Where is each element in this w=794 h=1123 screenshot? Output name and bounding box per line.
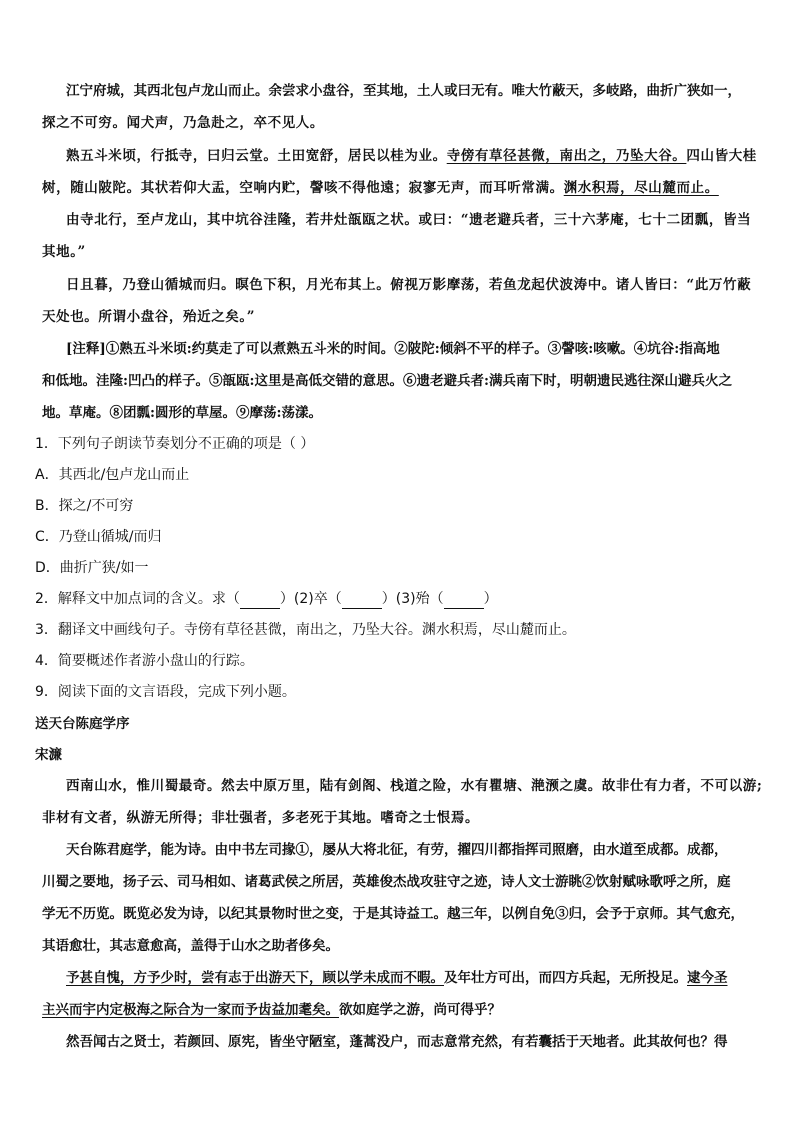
underlined-sentence-4: 主兴而宇内定极海之际合为一家而予齿益加耄矣。 bbox=[42, 1002, 339, 1018]
question-1: 1．下列句子朗读节奏划分不正确的项是（ ） bbox=[35, 436, 315, 452]
question-2-text: ） bbox=[483, 591, 498, 607]
passage1-p2-line1 bbox=[66, 147, 757, 165]
notes-line2: 和低地。洼隆:凹凸的样子。⑤瓿瓯:这里是高低交错的意思。⑥遗老避兵者:满兵南下时，明朝遗民逃往深山避兵火之 bbox=[42, 373, 732, 389]
passage1-p3-line1: 由寺北行，至卢龙山，其中坑谷洼隆，若井灶瓿瓯之状。或曰：“遗老避兵者，三十六茅庵，七十二团瓢，皆当 bbox=[66, 212, 752, 228]
question-2-text: ）(3)殆（ bbox=[381, 591, 444, 607]
passage2-author: 宋濂 bbox=[35, 747, 62, 763]
underlined-sentence-1: 寺傍有草径甚微，南出之，乃坠大谷。 bbox=[446, 148, 687, 164]
question-3: 3．翻译文中画线句子。寺傍有草径甚微，南出之，乃坠大谷。渊水积焉，尽山麓而止。 bbox=[35, 622, 576, 638]
passage1-p4-line1: 日且暮，乃登山循城而归。暝色下积，月光布其上。俯视万影摩荡，若鱼龙起伏波涛中。诸人皆曰：“此万竹蔽 bbox=[66, 277, 752, 293]
answer-blank bbox=[240, 590, 280, 609]
passage1-p1-line1: 江宁府城，其西北包卢龙山而止。余尝求小盘谷，至其地，土人或曰无有。唯大竹蔽天，多岐路，曲折广狭如一， bbox=[66, 83, 741, 99]
passage1-p2-text: 树，随山陂陀。其状若仰大盂，空响内贮，謦咳不得他遠；寂寥无声，而耳听常满。 bbox=[42, 180, 564, 196]
answer-blank bbox=[342, 590, 382, 609]
passage1-p2-line2 bbox=[42, 179, 719, 197]
passage2-p2-line4: 其语愈壮，其志意愈高，盖得于山水之助者侈矣。 bbox=[42, 938, 339, 954]
question-2 bbox=[35, 590, 498, 609]
passage1-p3-line2: 其地。” bbox=[42, 244, 86, 260]
option-b: B．探之/不可穷 bbox=[35, 498, 134, 514]
passage2-p1-line1: 西南山水，惟川蜀最奇。然去中原万里，陆有剑阁、栈道之险，水有瞿塘、滟滪之虞。故非仕有力者，不可以游; bbox=[66, 778, 763, 794]
underlined-sentence-2: 渊水积焉，尽山麓而止。 bbox=[563, 180, 719, 196]
option-d: D．曲折广狭/如一 bbox=[35, 560, 149, 576]
underlined-sentence-3: 予甚自愧，方予少时，尝有志于出游天下，顾以学未成而不暇。 bbox=[66, 970, 444, 986]
passage2-p3-line2 bbox=[42, 1001, 501, 1019]
option-a: A．其西北/包卢龙山而止 bbox=[35, 467, 190, 483]
underlined-sentence-4: 逮今圣 bbox=[687, 970, 728, 986]
question-2-text: 2．解释文中加点词的含义。求（ bbox=[35, 591, 240, 607]
passage1-p2-text: 四山皆大桂 bbox=[686, 148, 757, 164]
passage2-p2-line1: 天台陈君庭学，能为诗。由中书左司掾①，屡从大将北征，有劳，擢四川都指挥司照磨，由水道至成都。成都， bbox=[66, 842, 728, 858]
passage2-p3-text: 及年壮方可出，而四方兵起，无所投足。 bbox=[444, 970, 687, 986]
passage2-title: 送天台陈庭学序 bbox=[35, 716, 130, 732]
notes-line3: 地。草庵。⑧团瓢:圆形的草屋。⑨摩荡:荡漾。 bbox=[42, 405, 322, 421]
passage2-p2-line3: 学无不历览。既览必发为诗，以纪其景物时世之变，于是其诗益工。越三年，以例自免③归，会予于京师。其气愈充， bbox=[42, 906, 744, 922]
option-c: C．乃登山循城/而归 bbox=[35, 529, 162, 545]
notes-line1: [注释]①熟五斗米顷:约莫走了可以煮熟五斗米的时间。②陂陀:倾斜不平的样子。③謦咳:咳嗽。④坑谷:指高地 bbox=[66, 341, 720, 357]
question-4: 4．简要概述作者游小盘山的行踪。 bbox=[35, 653, 254, 669]
question-9: 9．阅读下面的文言语段，完成下列小题。 bbox=[35, 684, 296, 700]
passage1-p2-text: 熟五斗米顷，行抵寺，曰归云堂。土田宽舒，居民以桂为业。 bbox=[66, 148, 447, 164]
passage2-p2-line2: 川蜀之要地，扬子云、司马相如、诸葛武侯之所居，英雄俊杰战攻驻守之迹，诗人文士游眺②饮射赋咏歌呼之所，庭 bbox=[42, 874, 731, 890]
passage1-p1-line2: 探之不可穷。闻犬声，乃急赴之，卒不见人。 bbox=[42, 115, 324, 131]
passage2-p3-line1 bbox=[66, 969, 728, 987]
passage2-p3-text: 欲如庭学之游，尚可得乎？ bbox=[339, 1002, 501, 1018]
passage2-p1-line2: 非材有文者，纵游无所得；非壮强者，多老死于其地。嗜奇之士恨焉。 bbox=[42, 810, 480, 826]
answer-blank bbox=[444, 590, 484, 609]
passage1-p4-line2: 天处也。所谓小盘谷，殆近之矣。” bbox=[42, 309, 256, 325]
passage2-p4-line1: 然吾闻古之贤士，若颜回、原宪，皆坐守陋室，蓬蒿没户，而志意常充然，有若囊括于天地者。此其故何也？得 bbox=[66, 1034, 728, 1050]
question-2-text: ）(2)卒（ bbox=[279, 591, 342, 607]
